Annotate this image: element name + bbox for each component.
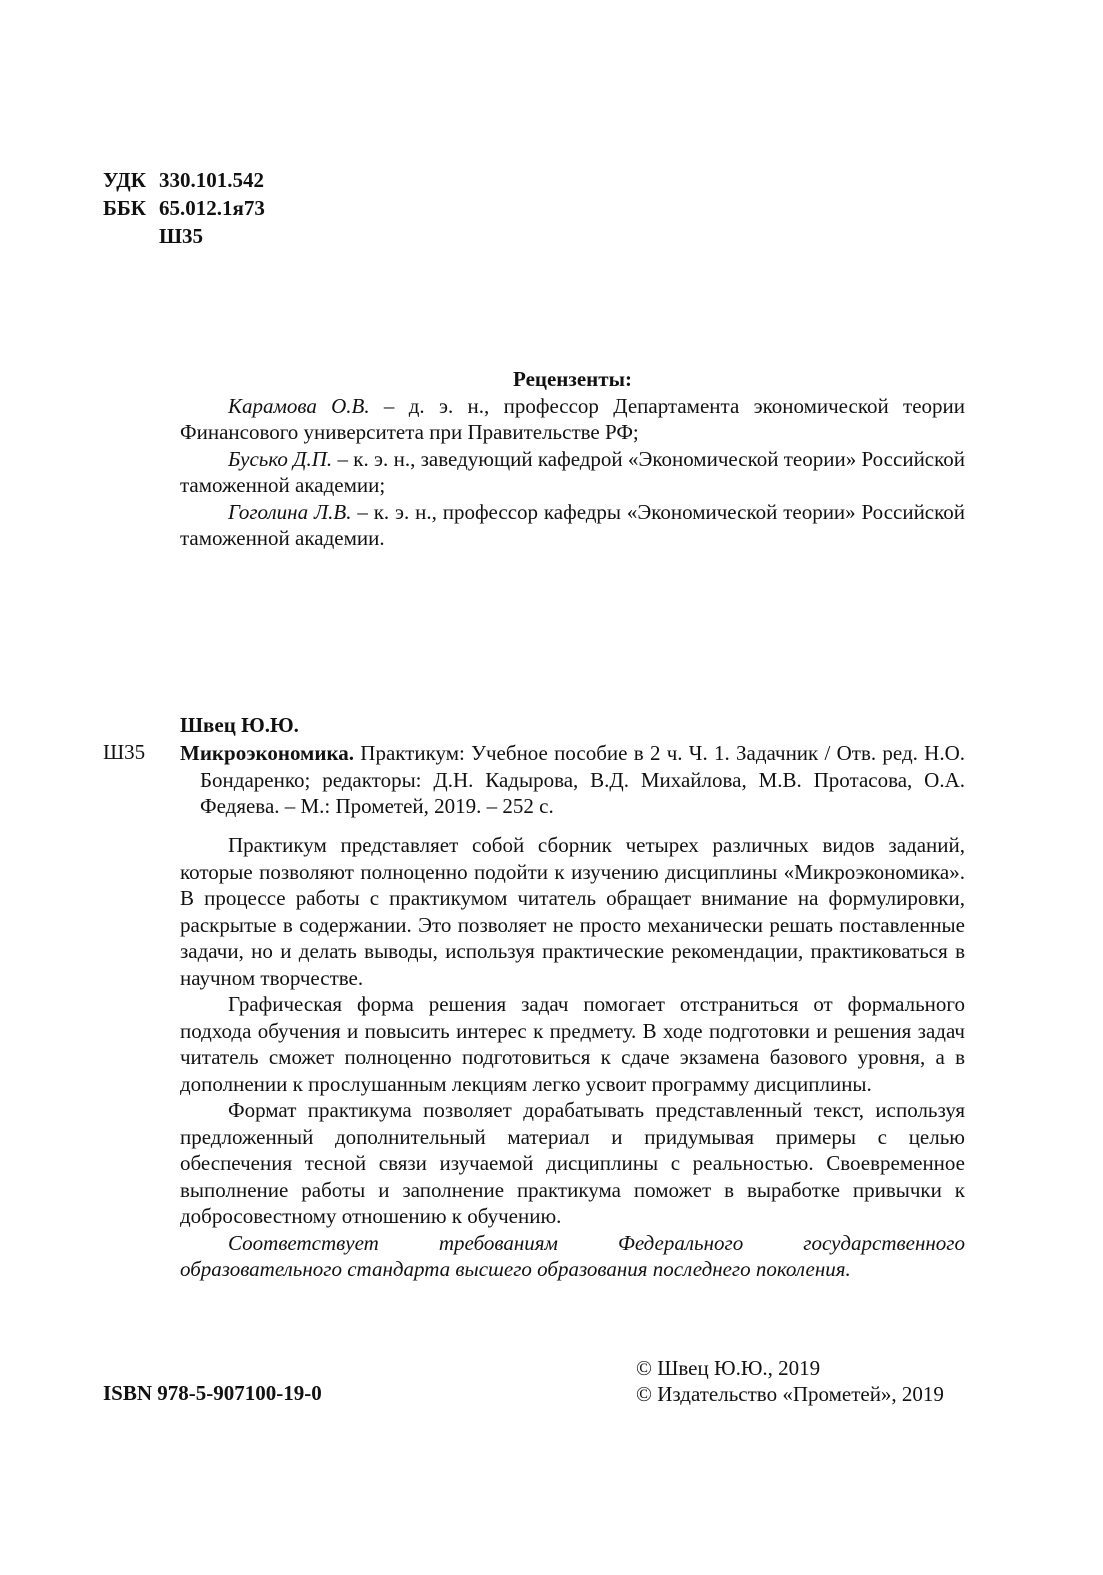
copyright-author: © Швец Ю.Ю., 2019 [636, 1356, 821, 1380]
bibliographic-description [180, 740, 965, 820]
bbk-value: 65.012.1я73 [159, 196, 265, 220]
copyright-publisher: © Издательство «Прометей», 2019 [636, 1382, 944, 1406]
reviewer-details: – д. э. н., профессор Департамента экономической теории Финансового университета при Правительстве РФ; [180, 393, 965, 444]
bbk-label: ББК [103, 196, 146, 220]
udk-label: УДК [103, 168, 146, 192]
book-details: Практикум: Учебное пособие в 2 ч. Ч. 1. Задачник / Отв. ред. Н.О. Бондаренко; редакторы: Д.Н. Кадырова, В.Д. Михайлова, М.В. Протасова, О.А. Федяева. – М.: Прометей, 2019. – 252 с. [200, 741, 965, 818]
reviewer-details: – к. э. н., заведующий кафедрой «Экономической теории» Российской таможенной академии; [180, 446, 965, 497]
annotation-paragraph: Практикум представляет собой сборник четырех различных видов заданий, которые позволяют полноценно подойти к изучению дисциплины «Микроэкономика». В процессе работы с практикумом читатель обращает внимание на формулировки, раскрытые в содержании. Это позволяет не просто механически решать поставленные задачи, но и делать выводы, используя практические рекомендации, практиковаться в научном творчестве. [180, 833, 965, 990]
annotation-paragraph: Графическая форма решения задач помогает отстраниться от формального подхода обучения и повысить интерес к предмету. В ходе подготовки и решения задач читатель сможет полноценно подготовиться к сдаче экзамена базового уровня, а в дополнении к прослушанным лекциям легко усвоит программу дисциплины. [180, 992, 965, 1096]
reviewer-name: Гоголина Л.В. [228, 499, 352, 524]
classification-codes [103, 166, 265, 250]
reviewer-details: – к. э. н., профессор кафедры «Экономической теории» Российской таможенной академии. [180, 499, 966, 550]
bbk-row [103, 194, 265, 222]
reviewer-entry [180, 499, 965, 552]
reviewer-entry [180, 393, 965, 446]
reviewers-section [180, 366, 965, 552]
reviewer-name: Карамова О.В. [228, 393, 370, 418]
copyright-block [636, 1355, 944, 1407]
udk-row [103, 166, 265, 194]
isbn: ISBN 978-5-907100-19-0 [103, 1381, 322, 1405]
reviewers-title: Рецензенты: [513, 367, 632, 391]
bibliographic-record [180, 740, 965, 820]
reviewer-entry [180, 446, 965, 499]
udk-value: 330.101.542 [159, 168, 264, 192]
author-sign-row [103, 222, 265, 250]
annotation-paragraph: Формат практикума позволяет дорабатывать представленный текст, используя предложенный дополнительный материал и придумывая примеры с целью обеспечения тесной связи изучаемой дисциплины с реальностью. Своевременное выполнение работы и заполнение практикума поможет в выработке привычки к добросовестному отношению к обучению. [180, 1098, 965, 1228]
author-sign: Ш35 [159, 224, 204, 248]
standard-note: Соответствует требованиям Федерального государственного образовательного стандарта высшего образования последнего поколения. [180, 1230, 965, 1281]
reviewer-name: Бусько Д.П. [228, 446, 333, 471]
annotation [180, 832, 965, 1283]
bibliographic-shifr: Ш35 [103, 740, 146, 764]
book-title: Микроэкономика. [180, 741, 354, 765]
book-author: Швец Ю.Ю. [180, 713, 299, 737]
